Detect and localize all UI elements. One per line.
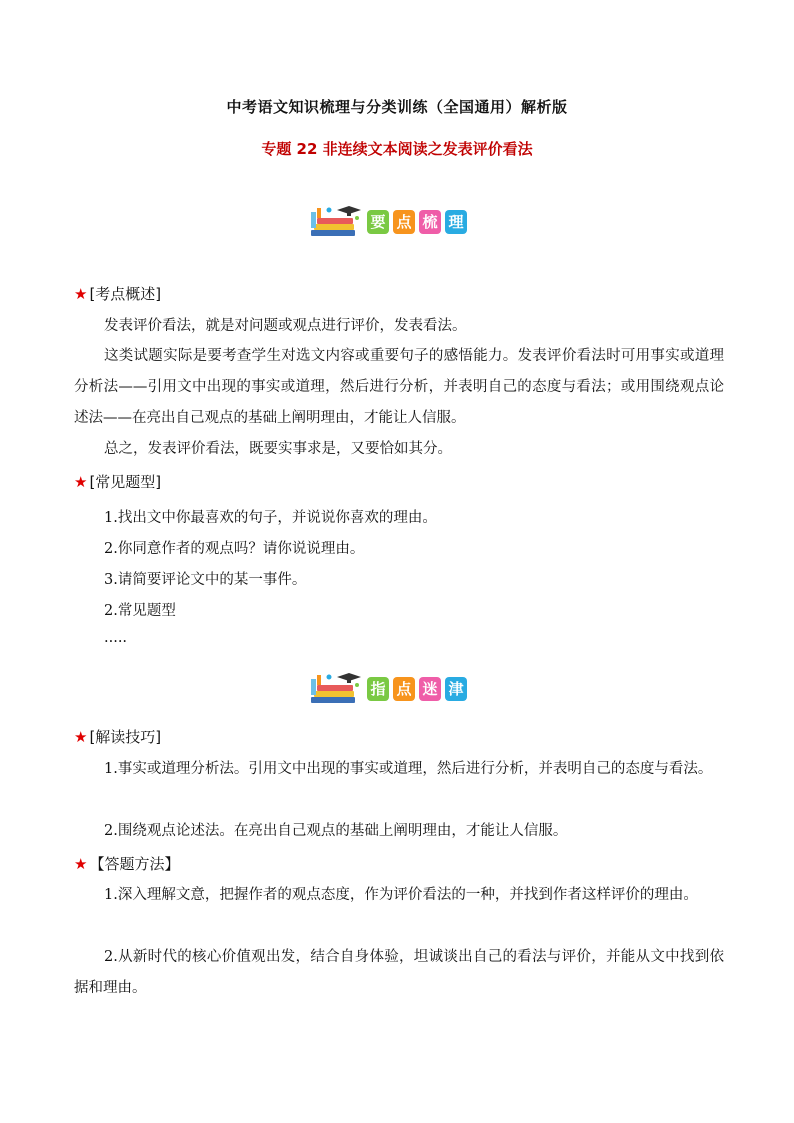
section-heading-overview [74, 283, 161, 304]
question-type-item: 3.请简要评论文中的某一事件。 [104, 572, 307, 588]
section-banner-guidance [307, 671, 487, 707]
star-icon: ★ [74, 473, 88, 491]
star-icon: ★ [74, 855, 88, 873]
books-illustration-icon [307, 204, 363, 240]
banner-title-chips [367, 677, 467, 701]
banner-title-chips [367, 210, 467, 234]
section-banner-key-points [307, 204, 487, 240]
star-icon: ★ [74, 285, 88, 303]
question-type-item: 1.找出文中你最喜欢的句子，并说说你喜欢的理由。 [104, 510, 437, 526]
skills-paragraph-2: 2.围绕观点论述法。在亮出自己观点的基础上阐明理由，才能让人信服。 [104, 823, 568, 839]
banner-chip: 点 [393, 210, 415, 234]
section-heading-text: 【答题方法】 [89, 855, 180, 873]
banner-chip: 梳 [419, 210, 441, 234]
document-subtitle: 专题 22 非连续文本阅读之发表评价看法 [261, 140, 533, 158]
banner-chip: 理 [445, 210, 467, 234]
overview-paragraph-1: 发表评价看法，就是对问题或观点进行评价，发表看法。 [104, 318, 467, 334]
section-heading-text: [常见题型] [89, 473, 162, 491]
star-icon: ★ [74, 728, 88, 746]
section-heading-reading-skills [74, 726, 161, 747]
question-type-item: ..... [104, 630, 128, 646]
section-heading-answer-methods [74, 853, 179, 874]
banner-chip: 津 [445, 677, 467, 701]
method-paragraph-1: 1.深入理解文意，把握作者的观点态度，作为评价看法的一种，并找到作者这样评价的理由。 [104, 887, 698, 903]
document-title: 中考语文知识梳理与分类训练（全国通用）解析版 [226, 98, 568, 116]
banner-chip: 迷 [419, 677, 441, 701]
section-heading-question-types [74, 471, 161, 492]
section-heading-text: [解读技巧] [89, 728, 162, 746]
books-illustration-icon [307, 671, 363, 707]
overview-paragraph-3: 总之，发表评价看法，既要实事求是，又要恰如其分。 [104, 441, 452, 457]
question-type-item: 2.常见题型 [104, 603, 176, 619]
banner-chip: 指 [367, 677, 389, 701]
section-heading-text: [考点概述] [89, 285, 162, 303]
question-type-item: 2.你同意作者的观点吗？请你说说理由。 [104, 541, 365, 557]
skills-paragraph-1: 1.事实或道理分析法。引用文中出现的事实或道理，然后进行分析，并表明自己的态度与看法。 [104, 761, 713, 777]
banner-chip: 要 [367, 210, 389, 234]
banner-chip: 点 [393, 677, 415, 701]
method-paragraph-2: 2.从新时代的核心价值观出发，结合自身体验，坦诚谈出自己的看法与评价，并能从文中找到依据和理由。 [74, 949, 724, 996]
overview-paragraph-2: 这类试题实际是要考查学生对选文内容或重要句子的感悟能力。发表评价看法时可用事实或道理分析法——引用文中出现的事实或道理，然后进行分析，并表明自己的态度与看法；或用围绕观点论述法——在亮出自己观点的基础上阐明理由，才能让人信服。 [74, 348, 724, 426]
